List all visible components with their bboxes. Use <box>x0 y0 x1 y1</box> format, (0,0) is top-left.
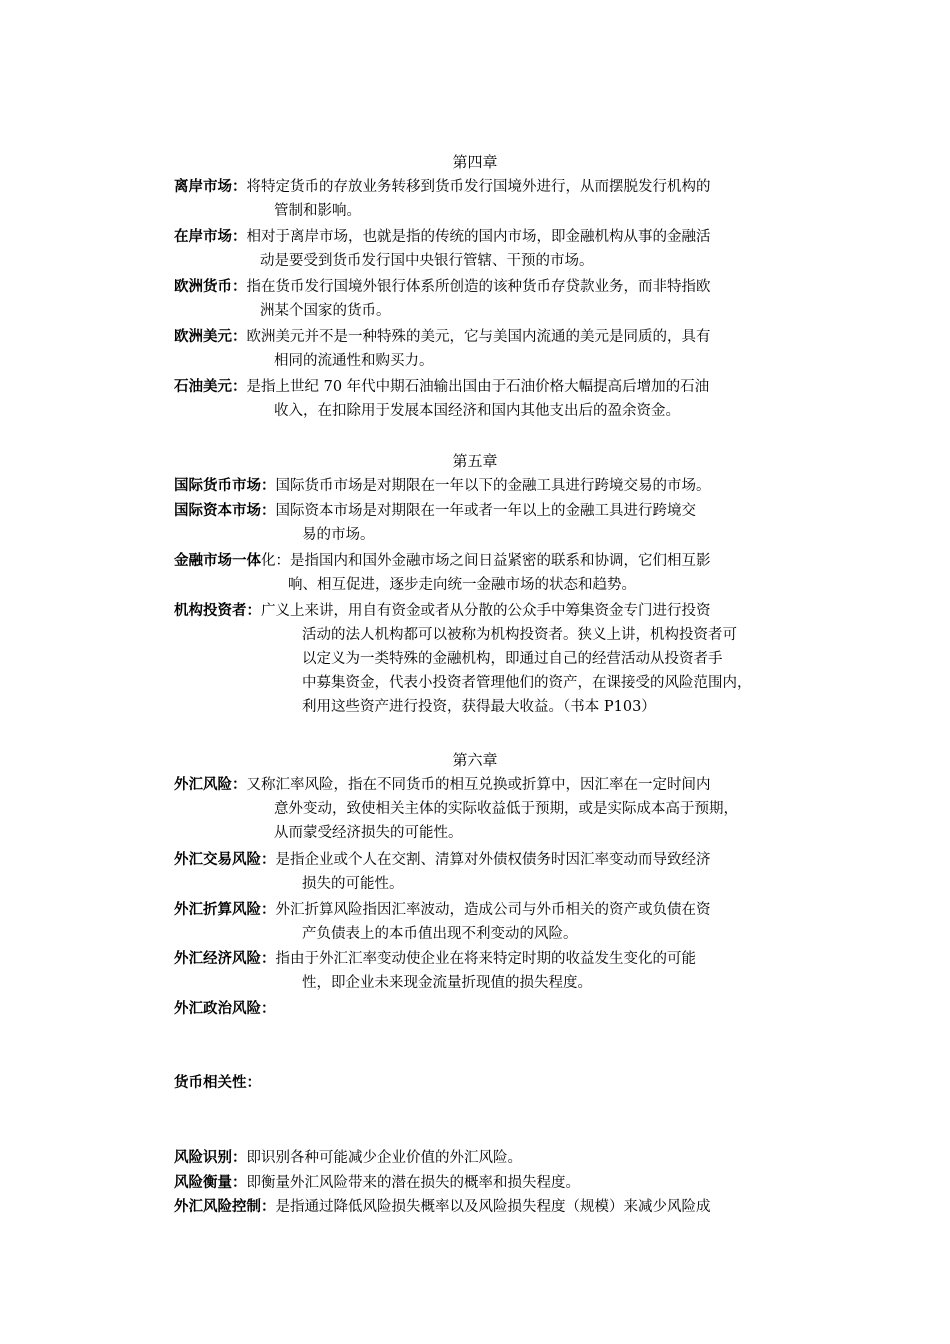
term: 石油美元 <box>174 379 232 395</box>
term: 外汇风险 <box>174 777 232 793</box>
term: 在岸市场 <box>174 229 232 245</box>
term: 离岸市场 <box>174 179 232 195</box>
term: 风险衡量 <box>174 1175 232 1191</box>
chapter-heading-6: 第六章 <box>452 751 498 769</box>
definition: 即衡量外汇风险带来的潜在损失的概率和损失程度。 <box>246 1175 580 1191</box>
entry-fx-political-risk: 外汇政治风险： <box>174 1001 276 1017</box>
chapter-heading-4: 第四章 <box>452 153 498 171</box>
term: 国际资本市场 <box>174 503 261 519</box>
definition: 国际货币市场是对期限在一年以下的金融工具进行跨境交易的市场。 <box>275 478 711 494</box>
definition: 是指通过降低风险损失概率以及风险损失程度（规模）来减少风险成 <box>275 1199 711 1215</box>
definition: 又称汇率风险，指在不同货币的相互兑换或折算中，因汇率在一定时间内 <box>246 777 711 793</box>
term: 外汇折算风险 <box>174 902 261 918</box>
term: 外汇经济风险 <box>174 951 261 967</box>
definition: 外汇折算风险指因汇率波动，造成公司与外币相关的资产或负债在资 <box>275 902 711 918</box>
definition: 是指国内和国外金融市场之间日益紧密的联系和协调，它们相互影 <box>290 553 711 569</box>
chapter-heading-5: 第五章 <box>452 452 498 470</box>
term: 货币相关性 <box>174 1075 247 1091</box>
term: 机构投资者 <box>174 603 247 619</box>
term: 欧洲货币 <box>174 279 232 295</box>
term: 金融市场一体 <box>174 553 261 569</box>
term: 欧洲美元 <box>174 329 232 345</box>
entry-risk-identification: 风险识别：即识别各种可能减少企业价值的外汇风险。 <box>174 1150 522 1166</box>
definition: 相对于离岸市场，也就是指的传统的国内市场，即金融机构从事的金融活 <box>246 229 711 245</box>
definition: 广义上来讲，用自有资金或者从分散的公众手中筹集资金专门进行投资 <box>261 603 711 619</box>
definition: 是指企业或个人在交割、清算对外债权债务时因汇率变动而导致经济 <box>275 852 711 868</box>
term: 外汇政治风险 <box>174 1001 261 1017</box>
definition: 国际资本市场是对期限在一年或者一年以上的金融工具进行跨境交 <box>275 503 696 519</box>
definition: 指由于外汇汇率变动使企业在将来特定时期的收益发生变化的可能 <box>275 951 696 967</box>
term: 外汇交易风险 <box>174 852 261 868</box>
entry-risk-measurement: 风险衡量：即衡量外汇风险带来的潜在损失的概率和损失程度。 <box>174 1175 580 1191</box>
entry-fx-risk-control: 外汇风险控制：是指通过降低风险损失概率以及风险损失程度（规模）来减少风险成 <box>174 1199 711 1215</box>
term: 风险识别 <box>174 1150 232 1166</box>
term: 外汇风险控制 <box>174 1199 261 1215</box>
definition: 指在货币发行国境外银行体系所创造的该种货币存贷款业务，而非特指欧 <box>246 279 711 295</box>
definition: 欧洲美元并不是一种特殊的美元，它与美国内流通的美元是同质的，具有 <box>246 329 711 345</box>
definition: 是指上世纪 70 年代中期石油输出国由于石油价格大幅提高后增加的石油 <box>246 379 710 395</box>
definition: 即识别各种可能减少企业价值的外汇风险。 <box>246 1150 522 1166</box>
entry-currency-correlation: 货币相关性： <box>174 1075 261 1091</box>
term: 国际货币市场 <box>174 478 261 494</box>
definition: 将特定货币的存放业务转移到货币发行国境外进行，从而摆脱发行机构的 <box>246 179 711 195</box>
document-page: 第四章 离岸市场：将特定货币的存放业务转移到货币发行国境外进行，从而摆脱发行机构的 管制和影响。 在岸市场：相对于离岸市场，也就是指的传统的国内市场，即金融机构从事的金融活 动是要受到货币发行国中央银行管辖、干预的市场。 欧洲货币：指在货币发行国境外银行体系所创造的该种货币存贷款业务，而非特指欧 洲某个国家的货币。 欧洲美元：欧洲美元并不是一种特殊的美元，它与美国内流通的美元是同质的，具有 相同的流通性和购买力。 石油美元：是指上世纪 70 年代中期石油输出国由于石油价格大幅提高后增加的石油 收入，在扣除用于发展本国经济和国内其他支出后的盈余资金。 第五章 国际货币市场：国际货币市场是对期限在一年以下的金融工具进行跨境交易的市场。 国际资本市场：国际资本市场是对期限在一年或者一年以上的金融工具进行跨境交 易的市场。 金融市场一体化：是指国内和国外金融市场之间日益紧密的联系和协调，它们相互影 响、相互促进，逐步走向统一金融市场的状态和趋势。 机构投资者：广义上来讲，用自有资金或者从分散的公众手中筹集资金专门进行投资 活动的法人机构都可以被称为机构投资者。狭义上讲，机构投资者可 以定义为一类特殊的金融机构，即通过自己的经营活动从投资者手 中募集资金，代表小投资者管理他们的资产，在课接受的风险范围内， 利用这些资产进行投资，获得最大收益。（书本 P103） 第六章 外汇风险：又称汇率风险，指在不同货币的相互兑换或折算中，因汇率在一定时间内 意外变动，致使相关主体的实际收益低于预期，或是实际成本高于预期， 从而蒙受经济损失的可能性。 外汇交易风险：是指企业或个人在交割、清算对外债权债务时因汇率变动而导致经济 损失的可能性。 外汇折算风险：外汇折算风险指因汇率波动，造成公司与外币相关的资产或负债在资 产负债表上的本币值出现不利变动的风险。 外汇经济风险：指由于外汇汇率变动使企业在将来特定时期的收益发生变化的可能 性，即企业未来现金流量折现值的损失程度。 外汇政治风险： 货币相关性： 风险识别：即识别各种可能减少企业价值的外汇风险。 风险衡量：即衡量外汇风险带来的潜在损失的概率和损失程度。 外汇风险控制：是指通过降低风险损失概率以及风险损失程度（规模）来减少风险成 <box>0 0 950 1344</box>
